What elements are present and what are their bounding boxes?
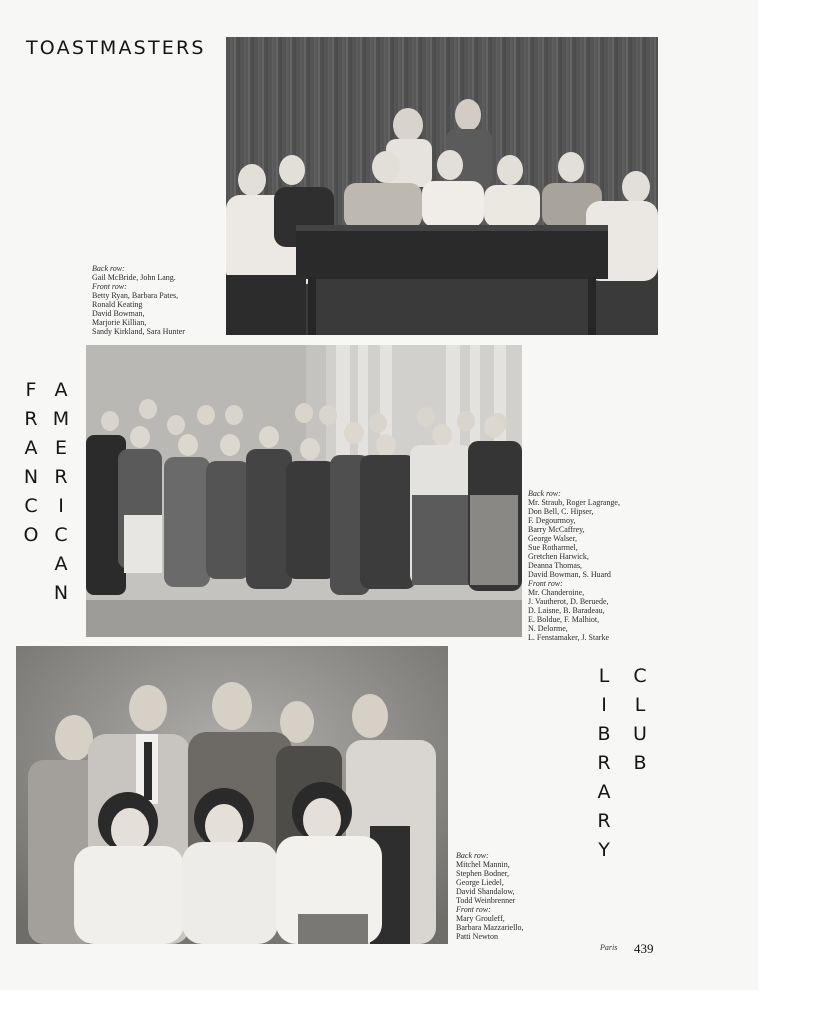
caption-line: Gretchen Harwick, — [528, 552, 589, 561]
title-letter: I — [58, 495, 64, 517]
caption-line: Mary Grouleff, — [456, 914, 505, 923]
caption-line: Mr. Straub, Roger Lagrange, — [528, 498, 620, 507]
title-letter: N — [53, 582, 69, 604]
title-letter: N — [23, 466, 39, 488]
title-letter: I — [601, 694, 607, 716]
page-margin-bottom — [0, 990, 758, 1024]
library-front-label: Front row: — [456, 905, 491, 914]
title-letter: Y — [598, 839, 610, 861]
toastmasters-caption — [92, 264, 185, 336]
franco-american-photo-art — [86, 345, 522, 637]
library-back-label: Back row: — [456, 851, 489, 860]
caption-line: Deanna Thomas, — [528, 561, 583, 570]
caption-line: Ronald Keating — [92, 300, 143, 309]
title-letter: F — [25, 379, 37, 401]
title-letter: C — [24, 495, 38, 517]
title-letter: R — [54, 466, 68, 488]
title-letter: A — [54, 553, 68, 575]
library-club-photo — [16, 646, 448, 944]
caption-line: Todd Weinbrenner — [456, 896, 516, 905]
caption-line: F. Degourmoy, — [528, 516, 576, 525]
title-letter: O — [23, 524, 39, 546]
franco-american-caption — [528, 489, 620, 642]
caption-line: L. Fenstamaker, J. Starke — [528, 633, 609, 642]
caption-line: Mr. Chanderoine, — [528, 588, 585, 597]
title-letter: A — [597, 781, 611, 803]
title-letter: R — [597, 810, 611, 832]
caption-line: Marjorie Killian, — [92, 318, 147, 327]
toastmasters-front-label: Front row: — [92, 282, 127, 291]
title-letter: R — [597, 752, 611, 774]
caption-line: Betty Ryan, Barbara Pates, — [92, 291, 179, 300]
title-letter: E — [54, 437, 67, 459]
caption-line: Don Bell, C. Hipser, — [528, 507, 594, 516]
franco-back-label: Back row: — [528, 489, 561, 498]
title-letter: L — [634, 694, 646, 716]
title-letter: A — [24, 437, 38, 459]
library-vertical-title — [594, 662, 614, 865]
title-letter: C — [54, 524, 68, 546]
toastmasters-photo-art — [226, 37, 658, 335]
title-letter: L — [598, 665, 610, 687]
caption-line: E. Boldue, F. Malhiot, — [528, 615, 600, 624]
caption-line: David Bowman, — [92, 309, 145, 318]
title-letter: B — [633, 752, 647, 774]
american-vertical-title — [51, 376, 71, 608]
caption-line: J. Vautherot, D. Beruede, — [528, 597, 609, 606]
toastmasters-back-label: Back row: — [92, 264, 125, 273]
title-letter: R — [24, 408, 38, 430]
caption-line: Patti Newton — [456, 932, 498, 941]
caption-line: Stephen Bodner, — [456, 869, 510, 878]
library-club-photo-art — [16, 646, 448, 944]
caption-line: D. Laisne, B. Baradeau, — [528, 606, 605, 615]
toastmasters-photo — [226, 37, 658, 335]
caption-line: David Shandalow, — [456, 887, 515, 896]
franco-american-photo — [86, 345, 522, 637]
page-number: 439 — [634, 941, 654, 956]
title-letter: M — [52, 408, 70, 430]
toastmasters-title: TOASTMASTERS — [26, 37, 206, 59]
franco-front-label: Front row: — [528, 579, 563, 588]
caption-line: N. Delorme, — [528, 624, 568, 633]
library-club-caption — [456, 851, 524, 941]
title-letter: C — [633, 665, 647, 687]
folio-label: Paris — [600, 943, 618, 952]
page-margin-right — [758, 0, 840, 1024]
club-vertical-title — [630, 662, 650, 778]
title-letter: A — [54, 379, 68, 401]
caption-line: Barry McCaffrey, — [528, 525, 585, 534]
title-letter: B — [597, 723, 611, 745]
caption-line: Sandy Kirkland, Sara Hunter — [92, 327, 185, 336]
franco-vertical-title — [21, 376, 41, 550]
caption-line: George Liedel, — [456, 878, 504, 887]
caption-line: Mitchel Mannin, — [456, 860, 510, 869]
caption-line: Sue Rotharmel, — [528, 543, 578, 552]
title-letter: U — [633, 723, 647, 745]
caption-line: Barbara Mazzariello, — [456, 923, 524, 932]
caption-line: George Walser, — [528, 534, 577, 543]
caption-line: David Bowman, S. Huard — [528, 570, 611, 579]
caption-line: Gail McBride, John Lang. — [92, 273, 176, 282]
